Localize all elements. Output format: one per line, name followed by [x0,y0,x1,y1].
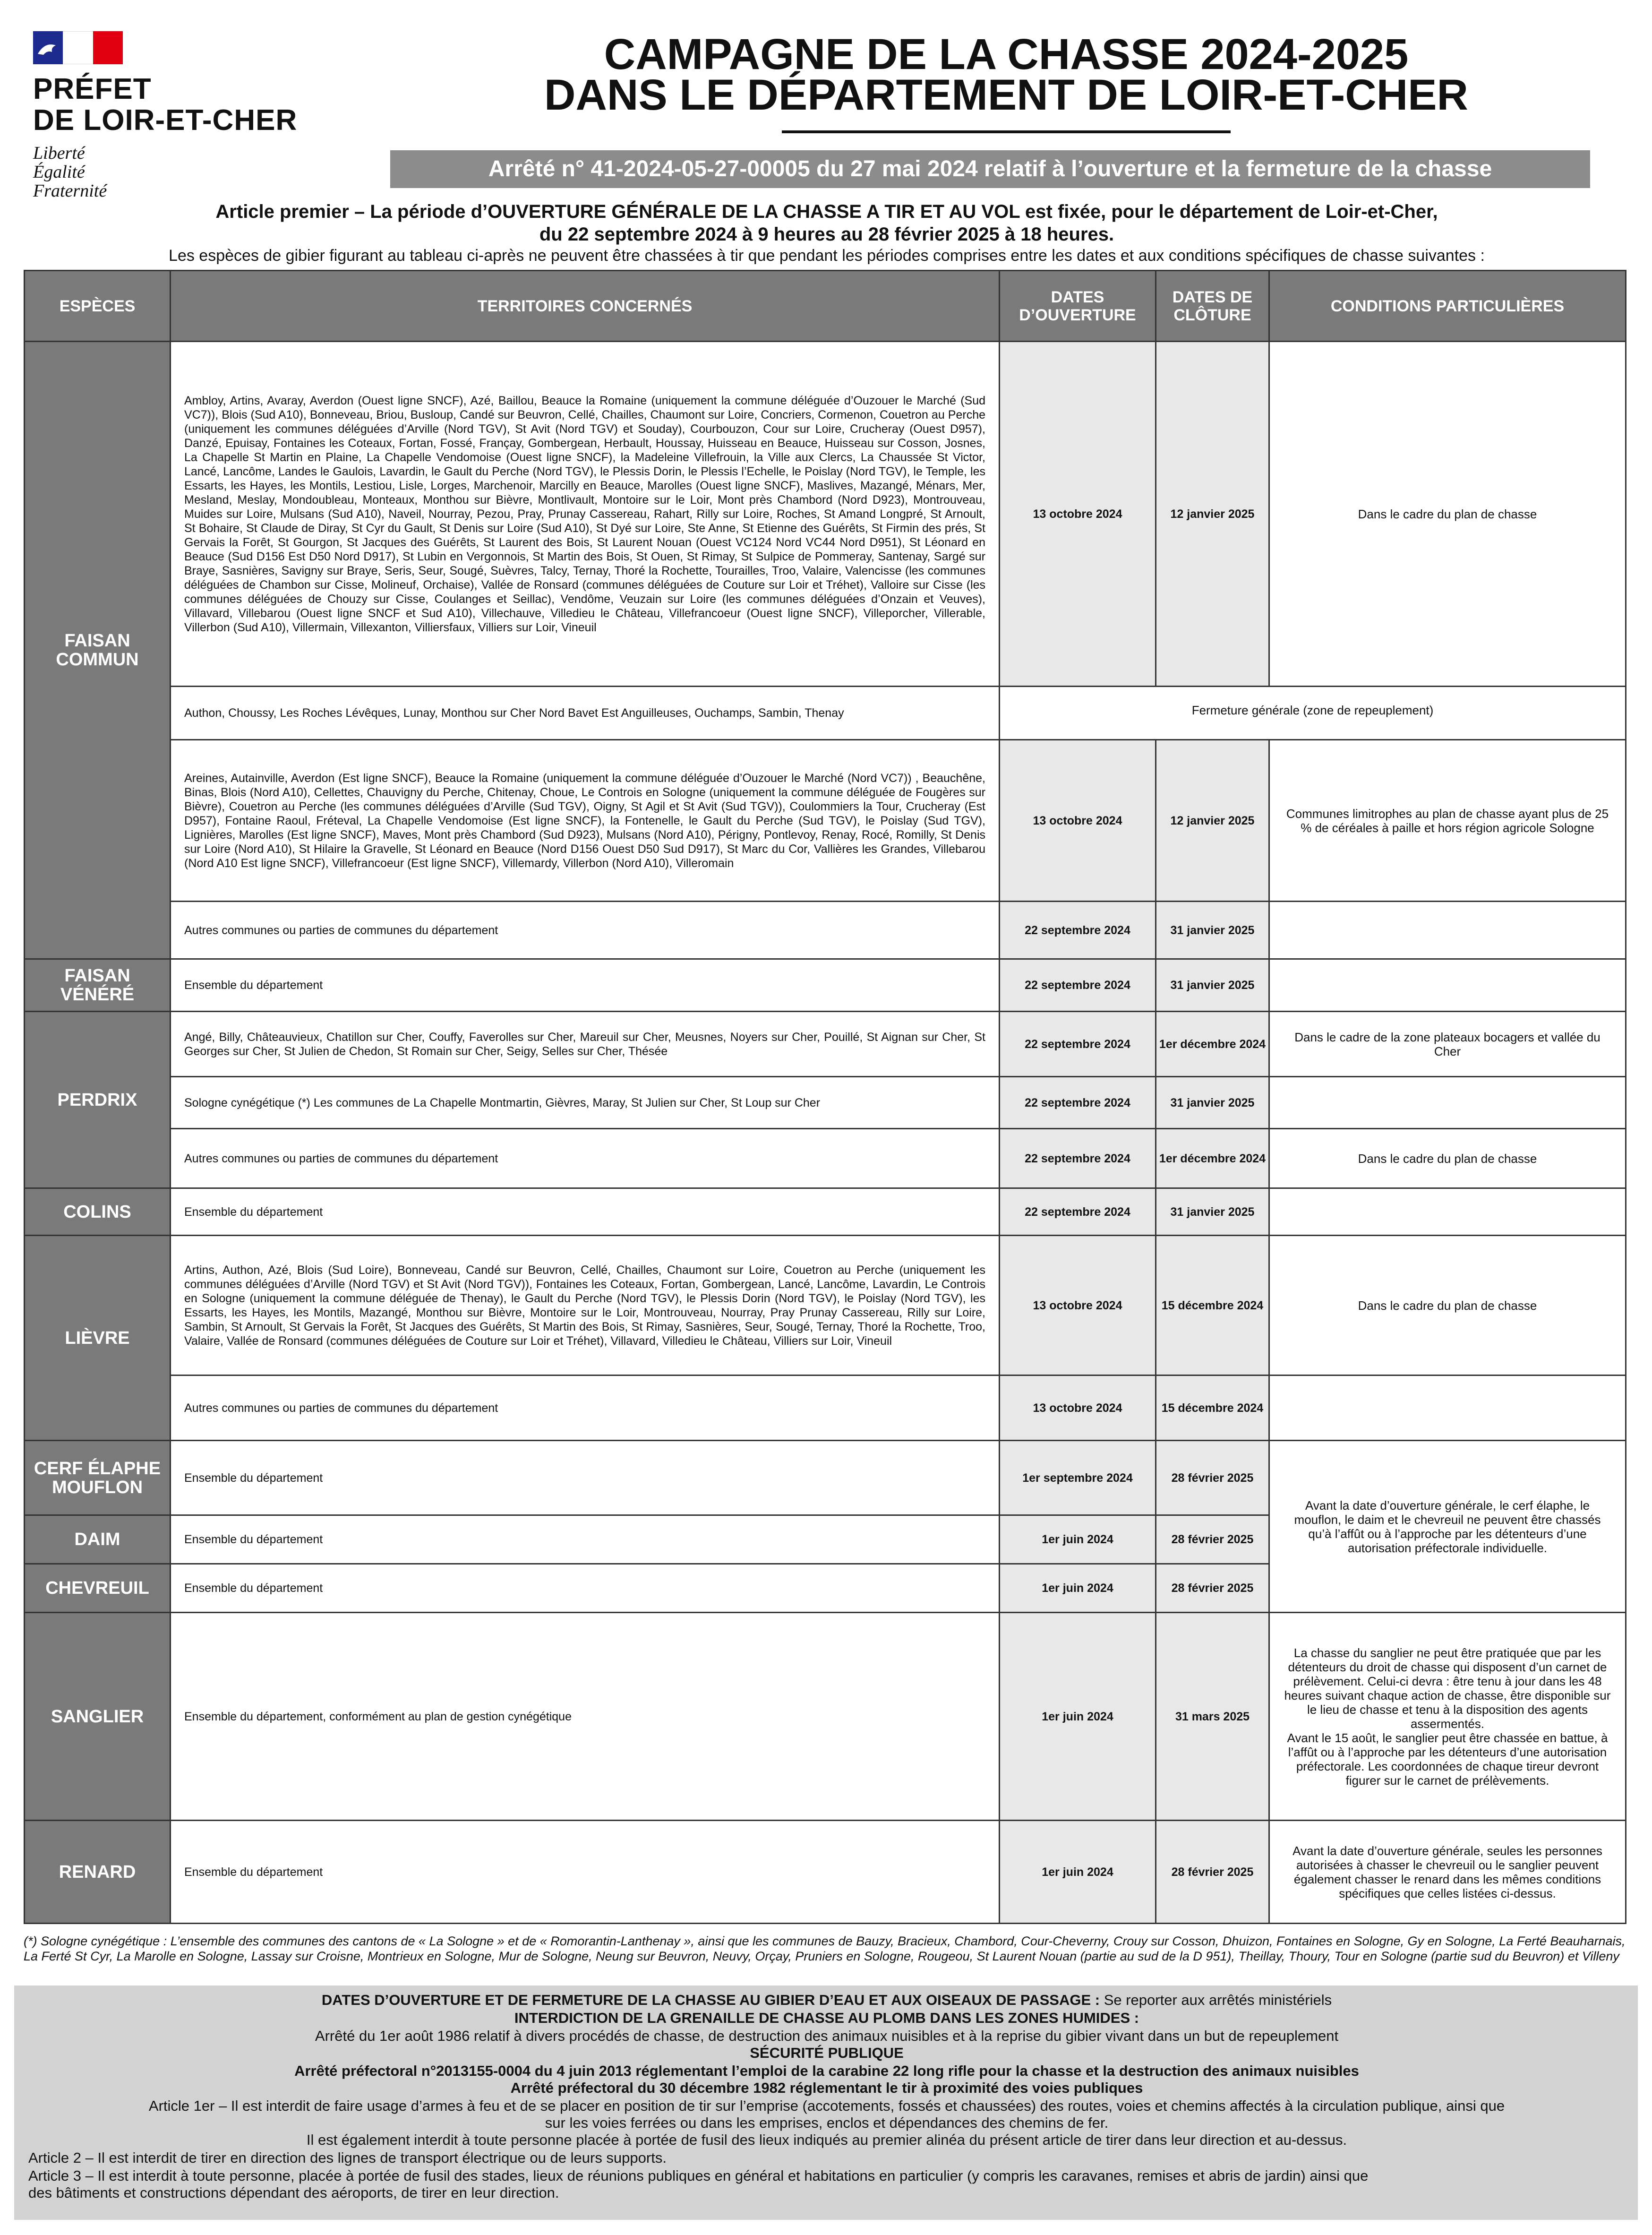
territory-cell: Authon, Choussy, Les Roches Lévêques, Lunay, Monthou sur Cher Nord Bavet Est Anguilleuses, Ouchamps, Sambin, Thenay [171,687,1000,740]
conditions-cell [1269,1188,1626,1236]
opening-date: 13 octobre 2024 [1000,1236,1156,1375]
species-cell: PERDRIX [25,1012,171,1188]
conditions-cell: Dans le cadre de la zone plateaux bocagers et vallée du Cher [1269,1012,1626,1077]
header-cloture: DATES DE CLÔTURE [1156,271,1269,342]
opening-date: 13 octobre 2024 [1000,740,1156,902]
closing-date: 28 février 2025 [1156,1441,1269,1515]
opening-date: 13 octobre 2024 [1000,1375,1156,1441]
closing-date: 15 décembre 2024 [1156,1375,1269,1441]
opening-date: 22 septembre 2024 [1000,1188,1156,1236]
opening-date: 22 septembre 2024 [1000,1129,1156,1188]
territory-cell: Ensemble du département [171,1441,1000,1515]
closing-date: 31 janvier 2025 [1156,902,1269,959]
territory-cell: Ensemble du département, conformément au plan de gestion cynégétique [171,1613,1000,1821]
conditions-cell [1269,1613,1626,1821]
article-1-line-a: Article 1er – Il est interdit de faire usage d’armes à feu et de se placer en position de tir sur l’emprise (accotements, fossés et chaussées) des routes, voies et chemins affectés à la circulation publique, ainsi que [148,2097,1505,2114]
sologne-footnote: (*) Sologne cynégétique : L’ensemble des communes des cantons de « La Sologne » et de « Romorantin-Lanthenay », ainsi que les communes de Bauzy, Bracieux, Chambord, Cour-Cheverny, Crouy sur Cosson, Dhuizon, Fontaines en Sologne, Gy en Sologne, La Ferté Beauharnais, La Ferté St Cyr, La Marolle en Sologne, Lassay sur Croisne, Montrieux en Sologne, Mur de Sologne, Neung sur Beuvron, Neuvy, Orçay, Pruniers en Sologne, Rougeou, St Laurent Nouan (partie au sud de la D 951), Theillay, Thoury, Tour en Sologne (partie sud du Beuvron) et Villeny [24,1934,1626,1963]
arrete-2013: Arrêté préfectoral n°2013155-0004 du 4 juin 2013 réglementant l’emploi de la carabine 22 long rifle pour la chasse et la destruction des animaux nuisibles [294,2063,1359,2079]
opening-date: 22 septembre 2024 [1000,1012,1156,1077]
territory-cell: Ensemble du département [171,1564,1000,1613]
opening-date: 1er juin 2024 [1000,1515,1156,1564]
title-underline [782,130,1231,133]
species-cell: DAIM [25,1515,171,1564]
conditions-cell [1269,959,1626,1012]
closing-date: 28 février 2025 [1156,1821,1269,1924]
regulations-box [14,1986,1638,2220]
grenaille-title: INTERDICTION DE LA GRENAILLE DE CHASSE AU PLOMB DANS LES ZONES HUMIDES : [514,2010,1139,2026]
territory-cell: Autres communes ou parties de communes du département [171,902,1000,959]
header-territoires: TERRITOIRES CONCERNÉS [171,271,1000,342]
header-especes: ESPÈCES [25,271,171,342]
conditions-cell: Dans le cadre du plan de chasse [1269,1236,1626,1375]
opening-date: 22 septembre 2024 [1000,959,1156,1012]
conditions-cell: Dans le cadre du plan de chasse [1269,1129,1626,1188]
table-row [25,1012,1626,1077]
territory-cell: Ensemble du département [171,1821,1000,1924]
table-row [25,1613,1626,1821]
table-row [25,740,1626,902]
conditions-cell: Avant la date d’ouverture générale, seules les personnes autorisées à chasser le chevreuil ou le sanglier peuvent également chasser le renard dans les mêmes conditions spécifiques que celles listées ci-dessus. [1269,1821,1626,1924]
article-2: Article 2 – Il est interdit de tirer en direction des lignes de transport électrique ou de leurs supports. [28,2149,667,2166]
french-republic-flag-icon [33,31,123,64]
closing-date: 28 février 2025 [1156,1515,1269,1564]
table-intro: Les espèces de gibier figurant au tableau ci-après ne peuvent être chassées à tir que pendant les périodes comprises entre les dates et aux conditions spécifiques de chasse suivantes : [169,247,1485,265]
grenaille-text: Arrêté du 1er août 1986 relatif à divers procédés de chasse, de destruction des animaux nuisibles et à la reprise du gibier vivant dans un but de repeuplement [315,2028,1339,2044]
hunting-periods-table [24,270,1626,1924]
territory-cell: Angé, Billy, Châteauvieux, Chatillon sur Cher, Couffy, Faverolles sur Cher, Mareuil sur Cher, Meusnes, Noyers sur Cher, Pouillé, St Aignan sur Cher, St Georges sur Cher, St Julien de Chedon, St Romain sur Cher, Seigy, Selles sur Cher, Thésée [171,1012,1000,1077]
territory-cell: Artins, Authon, Azé, Blois (Sud Loire), Bonneveau, Candé sur Beuvron, Cellé, Chailles, Chaumont sur Loire, Couetron au Perche (uniquement les communes déléguées d’Arville (Nord TGV) et St Avit (Nord TGV)), Fontaines les Coteaux, Fortan, Gombergean, Lancé, Lancôme, Lavardin, Le Controis en Sologne (uniquement la commune déléguée de Thenay), le Gault du Perche (Nord TGV), le Plessis Dorin (Nord TGV), le Poislay (Nord TGV), les Essarts, les Hayes, les Montils, Mazangé, Monthou sur Bièvre, Montoire sur le Loir, Montrouveau, Nourray, Pray Prunay Cassereau, Rilly sur Loire, Sambin, St Arnoult, St Gervais la Forêt, St Jacques des Guérêts, St Martin des Bois, St Rimay, Sasnières, Seur, Sougé, Ternay, Thoré la Rochette, Troo, Valaire, Vallée de Ronsard (communes déléguées de Couture sur Loir et Tréhet), Villavard, Villedieu le Château, Villiers sur Loir, Vineuil [171,1236,1000,1375]
species-cell: COLINS [25,1188,171,1236]
securite-title: SÉCURITÉ PUBLIQUE [750,2045,904,2061]
article-premier: Article premier – La période d’OUVERTURE GÉNÉRALE DE LA CHASSE A TIR ET AU VOL est fixée, pour le département de Loir-et-Cher, du 22 septembre 2024 à 9 heures au 28 février 2025 à 18 heures. [215,201,1438,245]
closing-date: 1er décembre 2024 [1156,1129,1269,1188]
closing-date: 15 décembre 2024 [1156,1236,1269,1375]
closing-date: 1er décembre 2024 [1156,1012,1269,1077]
territory-cell: Ensemble du département [171,959,1000,1012]
gibier-eau-line: DATES D’OUVERTURE ET DE FERMETURE DE LA CHASSE AU GIBIER D’EAU ET AUX OISEAUX DE PASSAGE : Se reporter aux arrêtés ministériels [321,1992,1332,2008]
conditions-cell [1269,902,1626,959]
page-title: CAMPAGNE DE LA CHASSE 2024-2025 DANS LE DÉPARTEMENT DE LOIR-ET-CHER [544,30,1468,119]
article-1-line-c: Il est également interdit à toute personne placée à portée de fusil des lieux indiqués au premier alinéa du présent article de tirer dans leur direction et au-dessus. [306,2132,1347,2148]
table-row [25,1236,1626,1375]
species-cell: RENARD [25,1821,171,1924]
header-ouverture: DATES D’OUVERTURE [1000,271,1156,342]
closing-date: 31 mars 2025 [1156,1613,1269,1821]
table-row [25,687,1626,740]
article-3-line-b: des bâtiments et constructions dépendant des aéroports, de tirer en leur direction. [28,2184,559,2201]
conditions-cell: Avant la date d’ouverture générale, le cerf élaphe, le mouflon, le daim et le chevreuil ne peuvent être chassés qu’à l’affût ou à l’approche par les détenteurs d’une autorisation préfectorale individuelle. [1269,1441,1626,1613]
territory-cell: Areines, Autainville, Averdon (Est ligne SNCF), Beauce la Romaine (uniquement la commune déléguée d’Ouzouer le Marché (Nord VC7)) , Beauchêne, Binas, Blois (Nord A10), Cellettes, Chauvigny du Perche, Chitenay, Choue, Le Controis en Sologne (uniquement la commune déléguée de Fougères sur Bièvre), Couetron au Perche (les communes déléguées d’Arville (Sud TGV), Oigny, St Agil et St Avit (Sud TGV)), Coulommiers la Tour, Crucheray (Est D957), Fontaine Raoul, Fréteval, La Chapelle Vendomoise (Est ligne SNCF), la Fontenelle, le Gault du Perche (Sud TGV), le Poislay (Sud TGV), Lignières, Marolles (Est ligne SNCF), Maves, Mont près Chambord (Sud D923), Mulsans (Nord A10), Périgny, Pontlevoy, Renay, Rocé, Romilly, St Denis sur Loire (Nord A10), St Hilaire la Gravelle, St Léonard en Beauce (Nord D156 Ouest D50 Sud D917), St Marc du Cor, Vallières les Grandes, Villebarou (Nord A10 Est ligne SNCF), Villefrancoeur (Est ligne SNCF), Villemardy, Villerbon (Nord A10), Villeromain [171,740,1000,902]
territory-cell: Ensemble du département [171,1188,1000,1236]
prefet-title: PRÉFET DE LOIR-ET-CHER [33,73,298,137]
arrete-banner: Arrêté n° 41-2024-05-27-00005 du 27 mai 2024 relatif à l’ouverture et la fermeture de la chasse [390,150,1590,188]
opening-date: 1er juin 2024 [1000,1564,1156,1613]
closure-note: Fermeture générale (zone de repeuplement) [1000,687,1626,740]
table-row [25,1441,1626,1515]
opening-date: 1er septembre 2024 [1000,1441,1156,1515]
closing-date: 12 janvier 2025 [1156,740,1269,902]
opening-date: 22 septembre 2024 [1000,902,1156,959]
table-row [25,1188,1626,1236]
territory-cell: Ambloy, Artins, Avaray, Averdon (Ouest ligne SNCF), Azé, Baillou, Beauce la Romaine (uniquement la commune déléguée d’Ouzouer le Marché (Sud VC7)), Blois (Sud A10), Bonneveau, Briou, Busloup, Candé sur Beuvron, Cellé, Chailles, Chaumont sur Loire, Concriers, Cormenon, Couetron au Perche (uniquement les communes déléguées d’Arville (Nord TGV), St Avit (Nord TGV) et Souday), Courbouzon, Cour sur Loire, Crucheray (Ouest D957), Danzé, Epuisay, Fontaines les Coteaux, Fortan, Fossé, Françay, Gombergean, Herbault, Houssay, Huisseau en Beauce, Huisseau sur Cosson, Josnes, La Chapelle St Martin en Plaine, La Chapelle Vendomoise (Ouest ligne SNCF), la Madeleine Villefrouin, la Ville aux Clercs, La Chaussée St Victor, Lancé, Lancôme, Landes le Gaulois, Lavardin, le Gault du Perche (Nord TGV), le Plessis Dorin, le Plessis l’Echelle, le Poislay (Nord TGV), le Temple, les Essarts, les Hayes, les Montils, Lestiou, Lisle, Lorges, Marchenoir, Marcilly en Beauce, Marolles (Ouest ligne SNCF), Maslives, Mazangé, Ménars, Mer, Mesland, Meslay, Mondoubleau, Monteaux, Monthou sur Bièvre, Montlivault, Montoire sur le Loir, Mont près Chambord (Nord D923), Montrouveau, Muides sur Loire, Mulsans (Sud A10), Naveil, Nourray, Pezou, Pray, Prunay Cassereau, Rahart, Rilly sur Loire, Roches, St Amand Longpré, St Arnoult, St Bohaire, St Claude de Diray, St Cyr du Gault, St Denis sur Loire (Sud A10), St Dyé sur Loire, Ste Anne, St Etienne des Guérêts, St Firmin des prés, St Gervais la Forêt, St Gourgon, St Jacques des Guérêts, St Laurent des Bois, St Laurent Nouan (Ouest VC124 Nord VC44 Nord D951), St Léonard en Beauce (Sud D156 Est D50 Nord D917), St Lubin en Vergonnois, St Martin des Bois, St Ouen, St Rimay, St Sulpice de Pommeray, Santenay, Sargé sur Braye, Sasnières, Savigny sur Braye, Seris, Seur, Sougé, Suèvres, Talcy, Ternay, Thoré la Rochette, Tourailles, Troo, Valaire, Valencisse (les communes déléguées de Chambon sur Cisse, Molineuf, Orchaise), Vallée de Ronsard (communes déléguées de Couture sur Loir et Tréhet), Valloire sur Cisse (les communes déléguées de Chouzy sur Cisse, Coulanges et Seillac), Vendôme, Veuzain sur Loire (les communes déléguées d’Onzain et Veuves), Villavard, Villebarou (Ouest ligne SNCF et Sud A10), Villechauve, Villedieu le Château, Villefrancoeur (Ouest ligne SNCF), Villeporcher, Villerable, Villerbon (Sud A10), Villermain, Villexanton, Villiersfaux, Villiers sur Loir, Vineuil [171,342,1000,687]
article-3-line-a: Article 3 – Il est interdit à toute personne, placée à portée de fusil des stades, lieux de réunions publiques en général et habitations en particulier (y compris les caravanes, remises et abris de jardin) ainsi que [28,2167,1369,2184]
species-cell: CERF ÉLAPHE MOUFLON [25,1441,171,1515]
table-row [25,1375,1626,1441]
republic-motto: Liberté Égalité Fraternité [33,143,107,201]
opening-date: 22 septembre 2024 [1000,1077,1156,1129]
conditions-cell: Communes limitrophes au plan de chasse ayant plus de 25 % de céréales à paille et hors région agricole Sologne [1269,740,1626,902]
opening-date: 1er juin 2024 [1000,1613,1156,1821]
territory-cell: Autres communes ou parties de communes du département [171,1375,1000,1441]
species-cell: FAISAN VÉNÉRÉ [25,959,171,1012]
arrete-1982: Arrêté préfectoral du 30 décembre 1982 réglementant le tir à proximité des voies publiques [510,2080,1143,2096]
article-1-line-b: sur les voies ferrées ou dans les emprises, enclos et dépendances des chemins de fer. [545,2115,1109,2131]
conditions-cell [1269,1077,1626,1129]
territory-cell: Autres communes ou parties de communes du département [171,1129,1000,1188]
prefecture-logo [33,31,317,200]
closing-date: 31 janvier 2025 [1156,1188,1269,1236]
species-cell: SANGLIER [25,1613,171,1821]
territory-cell: Ensemble du département [171,1515,1000,1564]
species-cell: FAISAN COMMUN [25,342,171,959]
conditions-cell: Dans le cadre du plan de chasse [1269,342,1626,687]
territory-cell: Sologne cynégétique (*) Les communes de La Chapelle Montmartin, Gièvres, Maray, St Julien sur Cher, St Loup sur Cher [171,1077,1000,1129]
sanglier-condition-1: La chasse du sanglier ne peut être pratiquée que par les détenteurs du droit de chasse qui disposent d’un carnet de prélèvement. Celui-ci devra : être tenu à jour dans les 48 heures suivant chaque action de chasse, être disponible sur le lieu de chasse et tenu à la disposition des agents assermentés. [1284,1645,1611,1731]
species-cell: CHEVREUIL [25,1564,171,1613]
table-row [25,1077,1626,1129]
closing-date: 12 janvier 2025 [1156,342,1269,687]
header-conditions: CONDITIONS PARTICULIÈRES [1269,271,1626,342]
opening-date: 1er juin 2024 [1000,1821,1156,1924]
sanglier-condition-2: Avant le 15 août, le sanglier peut être chassée en battue, à l’affût ou à l’approche par les détenteurs d’une autorisation préfectorale. Les coordonnées de chaque tireur devront figurer sur le carnet de prélèvements. [1287,1730,1608,1788]
closing-date: 31 janvier 2025 [1156,1077,1269,1129]
table-row [25,902,1626,959]
conditions-cell [1269,1375,1626,1441]
closing-date: 28 février 2025 [1156,1564,1269,1613]
opening-date: 13 octobre 2024 [1000,342,1156,687]
table-row [25,1129,1626,1188]
species-cell: LIÈVRE [25,1236,171,1441]
table-row [25,1821,1626,1924]
closing-date: 31 janvier 2025 [1156,959,1269,1012]
table-row [25,342,1626,687]
table-row [25,959,1626,1012]
